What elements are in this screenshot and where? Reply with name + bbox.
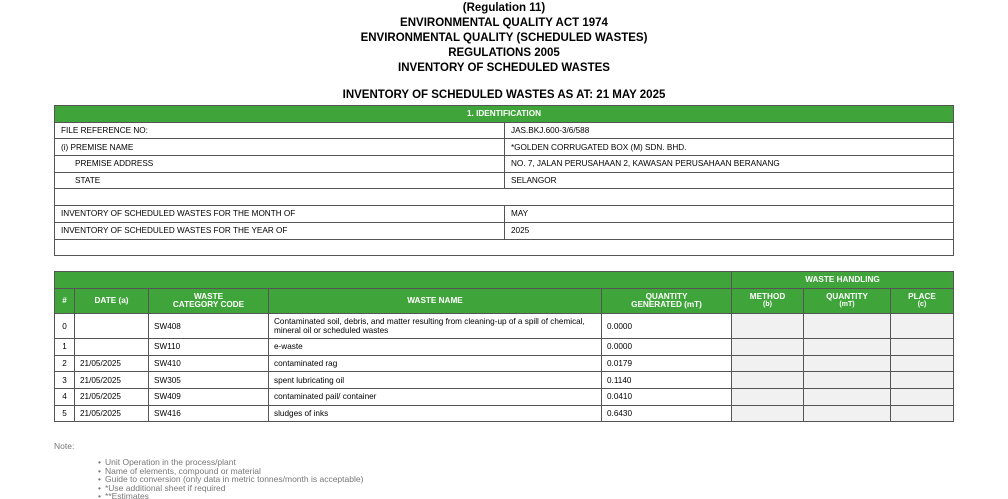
note-item: • *Use additional sheet if required [98, 484, 363, 493]
row-number: 4 [55, 389, 75, 406]
col-qty-header [602, 289, 732, 314]
year-row [55, 222, 954, 239]
file-reference-label: FILE REFERENCE NO: [55, 122, 505, 139]
row-date: 21/05/2025 [75, 405, 149, 422]
row-method [732, 339, 804, 356]
empty-cell [55, 189, 954, 206]
col-qty-line2: GENERATED (mT) [631, 300, 702, 309]
as-at-title: INVENTORY OF SCHEDULED WASTES AS AT: 21 MAY 2025 [342, 89, 666, 101]
row-place [891, 389, 954, 406]
row-waste-code: SW110 [149, 339, 269, 356]
state-value: SELANGOR [505, 172, 954, 189]
row-waste-code: SW408 [149, 314, 269, 339]
table-row [55, 314, 954, 339]
row-place [891, 339, 954, 356]
row-waste-name: spent lubricating oil [269, 372, 602, 389]
row-place [891, 372, 954, 389]
row-place [891, 355, 954, 372]
row-waste-code: SW416 [149, 405, 269, 422]
col-date-header: DATE (a) [75, 289, 149, 314]
table-row [55, 405, 954, 422]
col-place-label: PLACE [908, 291, 936, 301]
row-place [891, 314, 954, 339]
row-quantity: 0.6430 [602, 405, 732, 422]
year-label: INVENTORY OF SCHEDULED WASTES FOR THE YEAR OF [55, 222, 505, 239]
col-qty-line1: QUANTITY [645, 291, 688, 301]
identification-table [54, 105, 954, 256]
spacer-row [55, 189, 954, 206]
note-item: • Name of elements, compound or material [98, 467, 363, 476]
premise-address-value: NO. 7, JALAN PERUSAHAAN 2, KAWASAN PERUSAHAAN BERANANG [505, 156, 954, 173]
empty-cell [55, 239, 954, 256]
state-label: STATE [55, 172, 505, 189]
row-number: 2 [55, 355, 75, 372]
col-handling-qty-sub: (mT) [839, 301, 855, 308]
row-handling-quantity [804, 372, 891, 389]
file-reference-value: JAS.BKJ.600-3/6/588 [505, 122, 954, 139]
row-handling-quantity [804, 314, 891, 339]
month-row [55, 206, 954, 223]
col-number-header: # [55, 289, 75, 314]
row-waste-name: contaminated pail/ container [269, 389, 602, 406]
note-item: • Unit Operation in the process/plant [98, 458, 363, 467]
table-row [55, 339, 954, 356]
row-quantity: 0.0179 [602, 355, 732, 372]
col-handling-qty-label: QUANTITY [826, 291, 868, 301]
act-title: ENVIRONMENTAL QUALITY ACT 1974 [400, 17, 608, 29]
row-waste-code: SW410 [149, 355, 269, 372]
row-method [732, 389, 804, 406]
row-waste-name: sludges of inks [269, 405, 602, 422]
inventory-rows [55, 314, 954, 422]
row-waste-name: e-waste [269, 339, 602, 356]
year-value: 2025 [505, 222, 954, 239]
row-handling-quantity [804, 355, 891, 372]
note-item: • **Estimates [98, 492, 363, 499]
note-title: Note: [54, 441, 75, 451]
row-handling-quantity [804, 389, 891, 406]
row-quantity: 0.0000 [602, 339, 732, 356]
premise-address-label: PREMISE ADDRESS [55, 156, 505, 173]
col-method-header [732, 289, 804, 314]
col-code-header [149, 289, 269, 314]
premise-name-value: *GOLDEN CORRUGATED BOX (M) SDN. BHD. [505, 139, 954, 156]
document-header [0, 1, 1008, 76]
premise-name-row [55, 139, 954, 156]
col-place-sub: (c) [917, 301, 927, 308]
row-method [732, 372, 804, 389]
premise-name-label: (i) PREMISE NAME [55, 139, 505, 156]
row-waste-name: Contaminated soil, debris, and matter resulting from cleaning-up of a spill of chemical, mineral oil or scheduled wastes [269, 314, 602, 339]
premise-address-row [55, 156, 954, 173]
col-place-header [891, 289, 954, 314]
row-date [75, 314, 149, 339]
row-handling-quantity [804, 339, 891, 356]
col-method-label: METHOD [749, 291, 786, 301]
row-number: 5 [55, 405, 75, 422]
row-handling-quantity [804, 405, 891, 422]
col-code-line2: CATEGORY CODE [172, 300, 245, 309]
row-date [75, 339, 149, 356]
spacer-row [55, 239, 954, 256]
row-number: 0 [55, 314, 75, 339]
row-waste-code: SW305 [149, 372, 269, 389]
note-item: • Guide to conversion (only data in metric tonnes/month is acceptable) [98, 475, 363, 484]
row-method [732, 405, 804, 422]
row-place [891, 405, 954, 422]
row-number: 1 [55, 339, 75, 356]
table-row [55, 355, 954, 372]
regulations-name: ENVIRONMENTAL QUALITY (SCHEDULED WASTES) [360, 32, 648, 44]
inventory-title: INVENTORY OF SCHEDULED WASTES [398, 62, 610, 74]
state-row [55, 172, 954, 189]
row-date: 21/05/2025 [75, 372, 149, 389]
row-date: 21/05/2025 [75, 389, 149, 406]
inventory-table [54, 271, 954, 422]
waste-handling-title: WASTE HANDLING [732, 272, 954, 289]
file-reference-row [55, 122, 954, 139]
row-method [732, 314, 804, 339]
identification-section-title: 1. IDENTIFICATION [55, 106, 954, 123]
table-row [55, 372, 954, 389]
table-row [55, 389, 954, 406]
row-quantity: 0.0410 [602, 389, 732, 406]
month-label: INVENTORY OF SCHEDULED WASTES FOR THE MONTH OF [55, 206, 505, 223]
col-name-header: WASTE NAME [269, 289, 602, 314]
regulations-year: REGULATIONS 2005 [448, 47, 560, 59]
row-quantity: 0.1140 [602, 372, 732, 389]
row-method [732, 355, 804, 372]
row-quantity: 0.0000 [602, 314, 732, 339]
notes-list [98, 458, 363, 499]
regulation-label: (Regulation 11) [462, 2, 546, 14]
month-value: MAY [505, 206, 954, 223]
inventory-header-blank [55, 272, 732, 289]
row-waste-code: SW409 [149, 389, 269, 406]
col-method-sub: (b) [763, 301, 772, 308]
col-handling-qty-header [804, 289, 891, 314]
row-number: 3 [55, 372, 75, 389]
row-date: 21/05/2025 [75, 355, 149, 372]
row-waste-name: contaminated rag [269, 355, 602, 372]
col-code-line1: WASTE [193, 291, 224, 301]
